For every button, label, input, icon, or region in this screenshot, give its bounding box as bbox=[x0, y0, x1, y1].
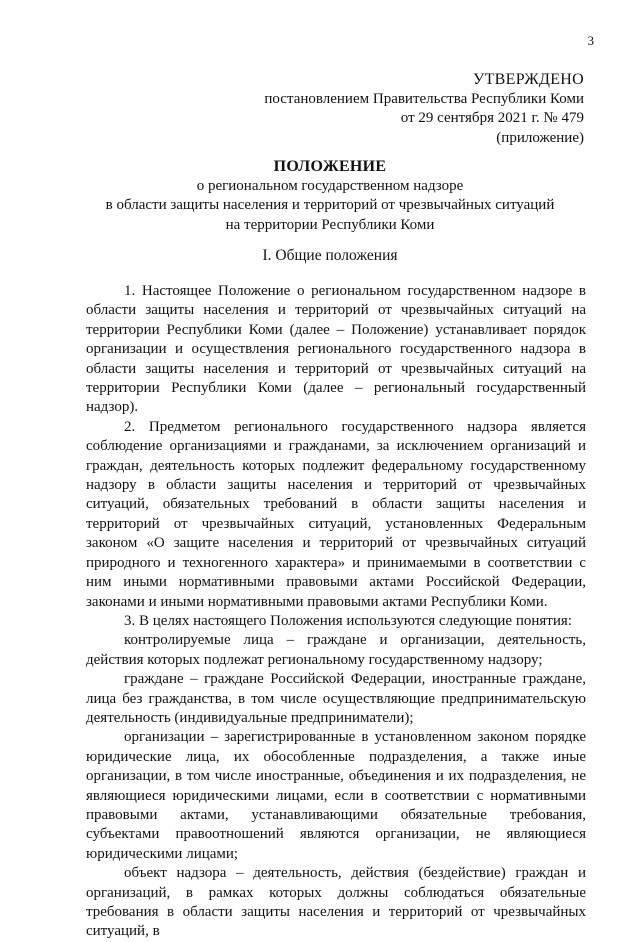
paragraph: контролируемые лица – граждане и организации, деятельность, действия которых подлежат региональному государственному надзору; bbox=[86, 632, 586, 668]
section-title: I. Общие положения bbox=[262, 247, 398, 264]
document-subtitle-line-3: на территории Республики Коми bbox=[225, 216, 435, 233]
page-number: 3 bbox=[587, 33, 594, 48]
approval-line-1: постановлением Правительства Республики Коми bbox=[264, 90, 584, 107]
document-title-block bbox=[80, 157, 580, 235]
approval-heading: УТВЕРЖДЕНО bbox=[472, 71, 584, 88]
paragraph: граждане – граждане Российской Федерации, иностранные граждане, лица без гражданства, в том числе осуществляющие предпринимательскую деятельность (индивидуальные предприниматели); bbox=[86, 671, 586, 726]
document-body bbox=[86, 282, 586, 942]
paragraph: объект надзора – деятельность, действия (бездействие) граждан и организаций, в рамках которых должны соблюдаться обязательные требования в области защиты населения и территорий от чрезвычайных ситуаций, в bbox=[86, 865, 586, 940]
paragraph: 3. В целях настоящего Положения используются следующие понятия: bbox=[124, 612, 572, 629]
document-title: ПОЛОЖЕНИЕ bbox=[273, 158, 387, 175]
document-subtitle-line-2: в области защиты населения и территорий от чрезвычайных ситуаций bbox=[105, 197, 555, 213]
paragraph: 2. Предметом регионального государственного надзора является соблюдение организациями и гражданами, за исключением организаций и граждан, деятельность которых подлежит федеральному государственному надзору в области защиты населения и территорий от чрезвычайных ситуаций, обязательных требований в области защиты населения и территорий от чрезвычайных ситуаций, установленных Федеральным законом «О защите населения и территорий от чрезвычайных ситуаций природного и техногенного характера» и принимаемыми в соответствии с ним иными нормативными правовыми актами Российской Федерации, законами и иными нормативными правовыми актами Республики Коми. bbox=[86, 418, 586, 610]
approval-stamp bbox=[184, 70, 584, 148]
document-subtitle-line-1: о региональном государственном надзоре bbox=[196, 177, 464, 194]
paragraph: организации – зарегистрированные в установленном законом порядке юридические лица, их обособленные подразделения, а также иные организации, в том числе иностранные, объединения и их подразделения, не являющиеся юридическими лицами, если в соответствии с нормативными правовыми актами, устанавливающими обязательные требования, субъектами правоотношений являются организации, не являющиеся юридическими лицами; bbox=[86, 729, 586, 862]
approval-line-3: (приложение) bbox=[496, 129, 584, 146]
approval-line-2: от 29 сентября 2021 г. № 479 bbox=[400, 110, 584, 126]
paragraph: 1. Настоящее Положение о региональном государственном надзоре в области защиты населения и территорий от чрезвычайных ситуаций на территории Республики Коми (далее – Положение) устанавливает порядок организации и осуществления регионального государственного надзора в области защиты населения и территорий от чрезвычайных ситуаций на территории Республики Коми (далее – региональный государственный надзор). bbox=[86, 283, 586, 416]
